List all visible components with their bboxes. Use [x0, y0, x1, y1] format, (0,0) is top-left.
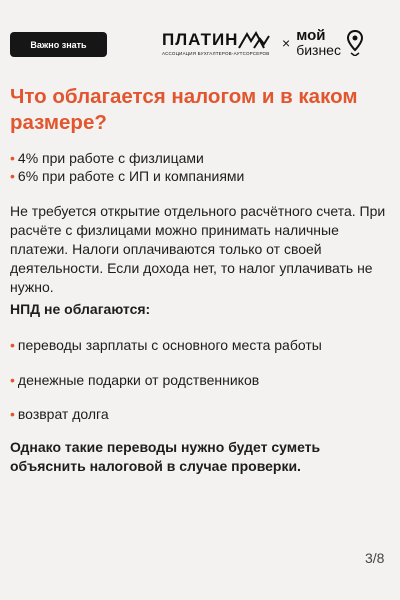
partner-logos — [162, 22, 394, 64]
bullet-icon: • — [10, 406, 15, 422]
list-item: • возврат долга — [10, 406, 109, 422]
moi-biznes-logo — [296, 29, 341, 57]
info-paragraph: Не требуется открытие отдельного расчётного счета. При расчёте с физлицами можно принимать наличные платежи. Налоги оплачиваются только от своей деятельности. Если дохода нет, то налог уплачивать не нужно. — [10, 203, 386, 295]
location-pin-icon — [347, 30, 363, 56]
tax-rates-list — [10, 149, 244, 185]
npd-heading: НПД не облагаются: — [10, 301, 151, 317]
bullet-icon: • — [10, 150, 15, 166]
moi-biznes-word-1: мой — [296, 27, 326, 44]
platin-logo-subtitle: АССОЦИАЦИЯ БУХГАЛТЕРОВ-АУТСОРСЕРОВ — [162, 50, 270, 56]
platin-logo-word: ПЛАТИН — [162, 29, 239, 49]
page-indicator: 3/8 — [365, 550, 385, 566]
page-title: Что облагается налогом и в каком размере? — [10, 85, 358, 134]
bullet-icon: • — [10, 372, 15, 388]
mountain-icon — [238, 31, 270, 49]
important-badge: Важно знать — [10, 32, 107, 57]
logo-separator: × — [282, 35, 291, 51]
platin-logo — [162, 31, 274, 56]
final-note: Однако такие переводы нужно будет суметь объяснить налоговой в случае проверки. — [10, 439, 321, 474]
list-item: • переводы зарплаты с основного места работы — [10, 337, 322, 353]
list-item: • 4% при работе с физлицами — [10, 150, 204, 166]
moi-biznes-word-2: бизнес — [296, 42, 341, 58]
list-item: • денежные подарки от родственников — [10, 372, 260, 388]
list-item: • 6% при работе с ИП и компаниями — [10, 168, 245, 184]
bullet-icon: • — [10, 337, 15, 353]
bullet-icon: • — [10, 168, 15, 184]
